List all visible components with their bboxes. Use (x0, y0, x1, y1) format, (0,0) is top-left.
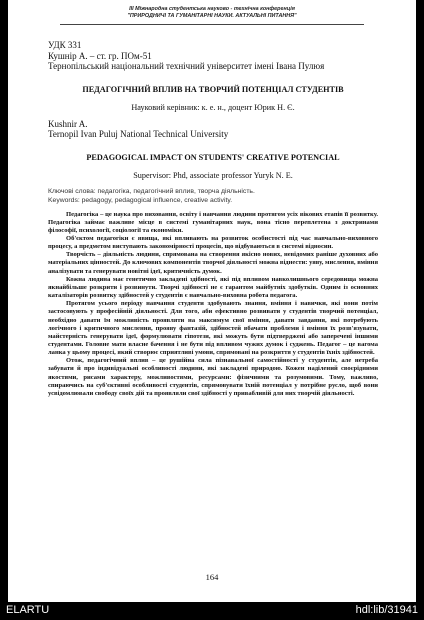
title-uk: ПЕДАГОГІЧНИЙ ВПЛИВ НА ТВОРЧИЙ ПОТЕНЦІАЛ СТУДЕНТІВ (82, 84, 344, 94)
affiliation-uk: Тернопільський національний технічний університет імені Івана Пулюя (48, 61, 325, 71)
title-en: PEDAGOGICAL IMPACT ON STUDENTS' CREATIVE POTENCIAL (86, 152, 340, 162)
handle-link[interactable]: hdl:lib/31941 (355, 604, 418, 616)
repository-footer (0, 602, 424, 620)
author-uk: Кушнір А. – ст. гр. ПОм-51 (48, 50, 152, 61)
keywords-uk: Ключові слова: педагогіка, педагогічний вплив, творча діяльність. (48, 187, 255, 195)
paper-page (8, 0, 416, 602)
paragraph-3: Творчість – діяльність людини, спрямована на створення якісно нових, невідомих раніше духовних або матеріальних цінностей. До ключових компонентів творчої діяльності можна віднести: уяву, мислення, вміння аналізувати та генерувати новітні ідеї, критичність думок. (48, 251, 378, 275)
conference-header (8, 6, 416, 20)
repository-name: ELARTU (6, 604, 50, 616)
page-number: 164 (205, 572, 219, 582)
supervisor-uk: Науковий керівник: к. е. н., доцент Юрик Н. Є. (131, 102, 295, 112)
affiliation-en: Ternopil Ivan Puluj National Technical University (48, 129, 229, 139)
keywords-en: Keywords: pedagogy, pedagogical influence, creative activity. (48, 196, 233, 204)
paragraph-5: Протягом усього періоду навчання студенти здобувають знання, вміння і навички, які вони потім застосовують у професійній діяльності. Для того, аби ефективно розвивати у студентів творчий потенціал, необхідно давати їм можливість проявляти на максимум свої вміння, давати завдання, які потребують логічного і критичного мислення, прояву фантазій, здібностей вбачати проблеми і вміння їх розв'язувати, майстерність генерувати ідеї, формулювати гіпотези, які можуть бути підтверджені або заперечені іншими студентами. Головне мати власне бачення і не бути під впливом чужих думок і суджень. Педагог – це вагома ланка у цьому процесі, який створює сприятливі умови, спрямовані на розкриття у студентів їхніх здібностей. (48, 300, 378, 357)
keywords-block (48, 187, 378, 205)
article-body (48, 40, 378, 398)
conference-header-line-1: ІІІ Міжнародна студентська науково - технічна конференція (129, 6, 295, 12)
author-en: Kushnir A. (48, 118, 88, 129)
header-divider (60, 24, 364, 25)
udc-code: УДК 331 (48, 40, 82, 50)
paragraph-4: Кожна людина має генетично закладені здібності, які під впливом навколишнього середовища можна якнайбільше розкрити і розвинути. Творчі здібності не є гарантом майбутніх здобутків. Одним із основних каталізаторів розвитку здібностей у студентів є навчально-виховна робота педагога. (48, 275, 378, 300)
supervisor-en: Supervisor: Phd, associate professor Yuryk N. E. (133, 170, 293, 180)
article-text (48, 211, 378, 399)
paragraph-1: Педагогіка – це наука про виховання, освіту і навчання людини протягом усіх вікових етапів її розвитку. Педагогіка займає важливе місце в системі гуманітарних наук, вона тісно переплетена з доктринами філософії, психології, соціології та економіки. (48, 210, 378, 234)
conference-header-line-2: "ПРИРОДНИЧІ ТА ГУМАНІТАРНІ НАУКИ. АКТУАЛЬНІ ПИТАННЯ" (127, 13, 297, 19)
paragraph-6: Отож, педагогічний вплив – це рушійна сила пізнавальної самостійності у студентів, але нетреба забувати й про індивідуальні особливості людини, які закладені природою. Кожен наділений своєрідними якостями, рисами характеру, можливостями, ресурсами: фізичними та розумовими. Тому, важливо, спираючись на суб'єктивні особливості студентів, спрямовувати їхній потенціал у потрібне русло, щоб вони усвідомлювали свободу своїх дій та проявляли свої здібності у привабливій для них творчій діяльності. (48, 357, 378, 397)
paragraph-2: Об'єктом педагогіки є явища, які впливають на розвиток особистості під час навчально-виховного процесу, а предметом виступають закономірності процесів, що відбуваються в системі відносин. (48, 234, 378, 251)
